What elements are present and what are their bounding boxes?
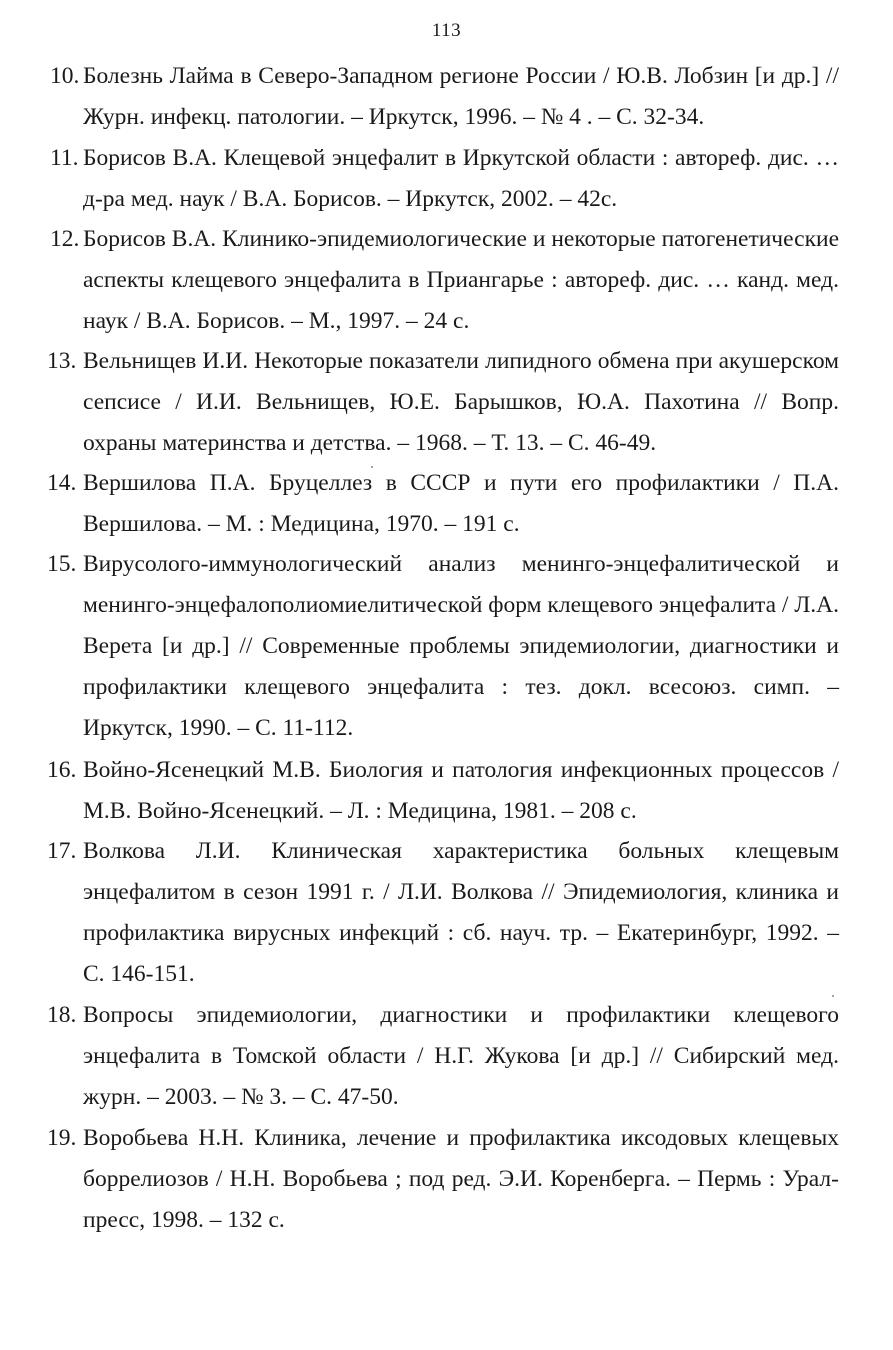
reference-text: Вершилова П.А. Бруцеллез в СССР и пути его профилактики / П.А. Вершилова. – М. : Медицина, 1970. – 191 с.	[83, 470, 839, 537]
scan-speck	[371, 466, 373, 468]
page-number: 113	[431, 20, 462, 41]
reference-entry-19	[47, 1118, 839, 1241]
reference-entry-11	[50, 138, 839, 220]
reference-text: Борисов В.А. Клещевой энцефалит в Иркутской области : автореф. дис. … д-ра мед. наук / В.А. Борисов. – Иркутск, 2002. – 42с.	[83, 145, 839, 212]
reference-number: 18.	[47, 1002, 77, 1028]
reference-number: 10.	[50, 63, 80, 89]
reference-number: 15.	[47, 551, 77, 577]
reference-number: 13.	[47, 348, 77, 374]
reference-entry-14	[47, 463, 839, 545]
reference-number: 17.	[47, 838, 77, 864]
reference-entry-13	[47, 341, 839, 464]
reference-text: Вельнищев И.И. Некоторые показатели липидного обмена при акушерском сепсисе / И.И. Вельнищев, Ю.Е. Барышков, Ю.А. Пахотина // Вопр. охраны материнства и детства. – 1968. – Т. 13. – С. 46-49.	[83, 348, 839, 456]
scan-speck	[832, 995, 834, 997]
reference-text: Волкова Л.И. Клиническая характеристика больных клещевым энцефалитом в сезон 1991 г. / Л.И. Волкова // Эпидемиология, клиника и профилактика вирусных инфекций : сб. науч. тр. – Екатеринбург, 1992. – С. 146-151.	[83, 838, 839, 987]
reference-text: Войно-Ясенецкий М.В. Биология и патология инфекционных процессов / М.В. Войно-Ясенецкий. – Л. : Медицина, 1981. – 208 с.	[83, 757, 839, 824]
reference-text: Болезнь Лайма в Северо-Западном регионе России / Ю.В. Лобзин [и др.] // Журн. инфекц. патологии. – Иркутск, 1996. – № 4 . – С. 32-34.	[83, 63, 839, 130]
reference-number: 16.	[47, 757, 77, 783]
reference-number: 19.	[47, 1125, 77, 1151]
reference-entry-16	[47, 750, 839, 832]
reference-entry-12	[50, 219, 839, 342]
reference-text: Воробьева Н.Н. Клиника, лечение и профилактика иксодовых клещевых боррелиозов / Н.Н. Воробьева ; под ред. Э.И. Коренберга. – Пермь : Урал-пресс, 1998. – 132 с.	[83, 1125, 839, 1233]
reference-entry-17	[47, 831, 839, 995]
reference-entry-10	[50, 56, 839, 138]
reference-number: 14.	[47, 470, 77, 496]
reference-text: Вирусолого-иммунологический анализ менинго-энцефалитической и менинго-энцефалополиомиелитической форм клещевого энцефалита / Л.А. Верета [и др.] // Современные проблемы эпидемиологии, диагностики и профилактики клещевого энцефалита : тез. докл. всесоюз. симп. – Иркутск, 1990. – С. 11-112.	[83, 551, 839, 741]
reference-text: Вопросы эпидемиологии, диагностики и профилактики клещевого энцефалита в Томской области / Н.Г. Жукова [и др.] // Сибирский мед. журн. – 2003. – № 3. – С. 47-50.	[83, 1002, 839, 1110]
reference-text: Борисов В.А. Клинико-эпидемиологические и некоторые патогенетические аспекты клещевого энцефалита в Приангарье : автореф. дис. … канд. мед. наук / В.А. Борисов. – М., 1997. – 24 с.	[83, 226, 839, 334]
reference-entry-18	[47, 995, 839, 1118]
reference-number: 12.	[50, 226, 80, 252]
reference-number: 11.	[50, 145, 79, 171]
reference-entry-15	[47, 544, 839, 749]
